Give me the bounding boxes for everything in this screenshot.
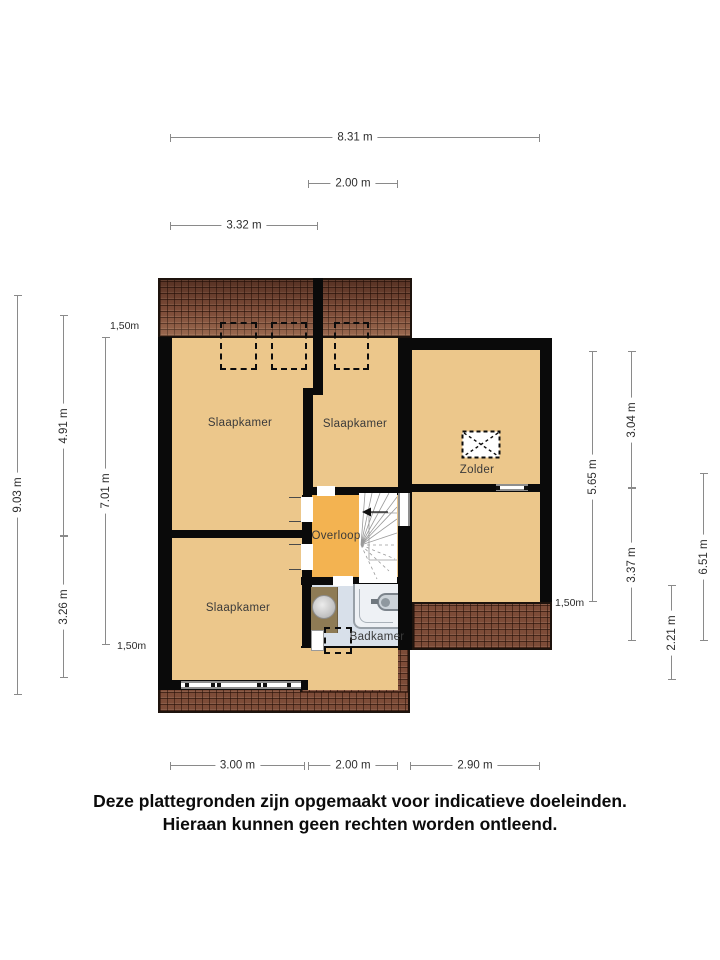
knee-wall-height-label: 1,50m: [555, 597, 585, 609]
door-jamb: [289, 569, 301, 570]
room-label-bedroom-bottom-left: Slaapkamer: [205, 602, 271, 614]
disclaimer-line-1: Deze plattegronden zijn opgemaakt voor indicatieve doeleinden.: [93, 791, 627, 811]
dimension-left-upper: [58, 315, 70, 536]
room-label-bathroom: Badkamer: [349, 631, 405, 643]
dimension-label: 2.90 m: [452, 760, 497, 772]
disclaimer-text: [0, 790, 720, 836]
window-tick: [185, 683, 189, 687]
dimension-top-middle: [308, 177, 398, 190]
door-opening-bathroom: [333, 576, 353, 586]
roof-window-icon: [220, 322, 257, 370]
window-bedroom-bottom: [181, 681, 301, 689]
dimension-label: 3.26 m: [58, 584, 70, 629]
sink-bowl-icon: [381, 598, 390, 607]
window-tick: [287, 683, 291, 687]
door-opening-bedroom3: [301, 544, 313, 570]
window-tick: [263, 683, 267, 687]
room-label-bedroom-top-left: Slaapkamer: [207, 417, 273, 429]
dimension-label: 8.31 m: [332, 132, 377, 144]
dimension-right-inner: [587, 351, 599, 602]
dimension-label: 3.32 m: [221, 220, 266, 232]
wall-between-left-bedrooms: [158, 530, 310, 538]
dimension-label: 9.03 m: [12, 472, 24, 517]
dimension-label: 3.37 m: [626, 542, 638, 587]
roof-window-icon: [334, 322, 369, 370]
roof-window-icon: [324, 627, 352, 654]
window-tick: [217, 683, 221, 687]
window-tick: [257, 683, 261, 687]
wall-bedrooms-divider-upper: [313, 278, 323, 392]
dimension-label: 5.65 m: [587, 454, 599, 499]
dimension-label: 6.51 m: [698, 534, 710, 579]
dimension-label: 3.04 m: [626, 397, 638, 442]
roof-slope-bottom-right: [412, 602, 552, 650]
bathroom-door-leaf: [311, 630, 324, 651]
dimension-label: 2.00 m: [330, 178, 375, 190]
dimension-top-total: [170, 131, 540, 144]
dimension-bottom-middle: [308, 759, 398, 772]
dimension-label: 7.01 m: [100, 468, 112, 513]
room-label-attic: Zolder: [459, 464, 495, 476]
roof-window-icon: [271, 322, 307, 370]
dimension-label: 4.91 m: [58, 403, 70, 448]
dimension-bottom-right: [410, 759, 540, 772]
sink-tap-icon: [371, 599, 378, 604]
door-opening-bedroom1: [301, 497, 313, 522]
dimension-right-bottom: [666, 585, 678, 680]
dimension-label: 2.21 m: [666, 610, 678, 655]
door-jamb: [289, 497, 301, 498]
washbasin-icon: [312, 595, 336, 619]
staircase: [359, 493, 397, 583]
dimension-bottom-left: [170, 759, 305, 772]
window-stair-landing: [398, 493, 410, 526]
dimension-right-lower: [626, 488, 638, 641]
wall-bedrooms-divider-lower: [303, 390, 313, 495]
door-jamb: [289, 521, 301, 522]
attic-hatch-icon: [461, 430, 501, 459]
door-opening-bedroom2: [317, 486, 335, 496]
attic-lower-floor: [412, 492, 540, 602]
knee-wall-height-label: 1,50m: [110, 320, 140, 332]
dimension-left-total: [12, 295, 24, 695]
disclaimer-line-2: Hieraan kunnen geen rechten worden ontleend.: [162, 814, 558, 834]
room-label-bedroom-middle: Slaapkamer: [322, 418, 388, 430]
window-tick: [496, 486, 500, 490]
dimension-right-total: [698, 473, 710, 641]
wall-right-exterior: [540, 350, 552, 602]
room-label-landing: Overloop: [311, 530, 361, 542]
window-tick: [211, 683, 215, 687]
door-jamb: [289, 544, 301, 545]
dimension-top-left: [170, 219, 318, 232]
dimension-left-inner: [100, 337, 112, 645]
wall-left-exterior: [158, 337, 172, 690]
dimension-label: 2.00 m: [330, 760, 375, 772]
dimension-label: 3.00 m: [215, 760, 260, 772]
wall-attic-top: [398, 338, 552, 350]
dimension-left-lower: [58, 536, 70, 678]
window-tick: [524, 486, 528, 490]
window-attic: [496, 484, 528, 491]
dimension-right-upper: [626, 351, 638, 488]
knee-wall-height-label: 1,50m: [117, 640, 147, 652]
